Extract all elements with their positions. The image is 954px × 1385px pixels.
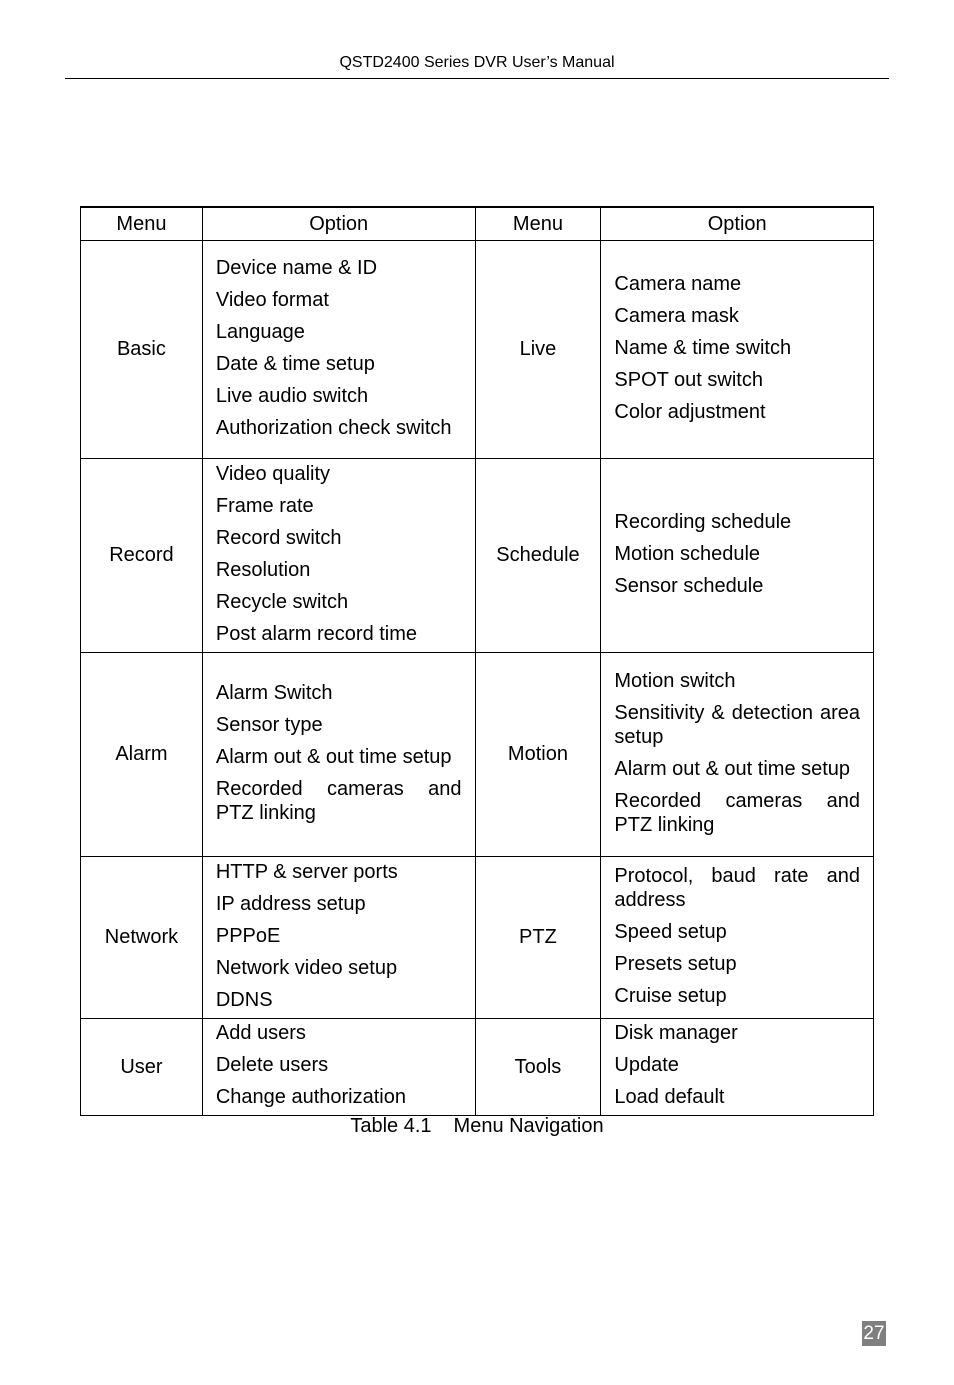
table-header-row (81, 207, 874, 241)
column-header: Menu (81, 207, 203, 241)
option-item: HTTP & server ports (215, 860, 398, 883)
option-item: Live audio switch (215, 384, 369, 407)
options-cell (601, 1019, 874, 1116)
option-item: SPOT out switch (614, 368, 763, 391)
option-item: Camera name (614, 272, 742, 295)
table-row (81, 1019, 874, 1116)
option-item: Camera mask (614, 304, 739, 327)
option-item: Presets setup (614, 952, 737, 975)
option-item: Record switch (215, 526, 342, 549)
menu-name-cell: Basic (81, 241, 203, 459)
table-row (81, 653, 874, 857)
option-item: Color adjustment (614, 400, 766, 423)
option-item: Load default (614, 1086, 725, 1108)
options-cell (202, 1019, 475, 1116)
options-cell (601, 241, 874, 459)
options-cell (601, 459, 874, 653)
table-caption (0, 1115, 954, 1138)
menu-name-cell: Schedule (475, 459, 601, 653)
table-caption-text: Menu Navigation (453, 1115, 604, 1137)
option-item: Update (614, 1054, 679, 1076)
option-item: Recycle switch (215, 590, 349, 613)
option-item: PPPoE (215, 924, 281, 947)
option-item: Network video setup (215, 956, 398, 979)
column-header: Option (202, 207, 475, 241)
option-item: Motion switch (614, 669, 736, 692)
options-cell (601, 653, 874, 857)
menu-name-cell: Network (81, 857, 203, 1019)
options-cell (601, 857, 874, 1019)
option-item: Device name & ID (215, 256, 378, 279)
option-item: Video format (215, 288, 329, 311)
column-header: Option (601, 207, 874, 241)
option-item: Recorded cameras and PTZ linking (614, 789, 860, 836)
table-row (81, 459, 874, 653)
menu-name-cell: Motion (475, 653, 601, 857)
option-item: Date & time setup (215, 352, 375, 375)
option-item: Post alarm record time (215, 622, 418, 645)
option-item: Resolution (215, 558, 311, 581)
table-row (81, 857, 874, 1019)
option-item: Video quality (215, 462, 331, 485)
option-item: DDNS (215, 988, 273, 1011)
menu-name-cell: Tools (475, 1019, 601, 1116)
option-item: Recording schedule (614, 510, 792, 533)
option-item: Cruise setup (614, 984, 727, 1007)
menu-name-cell: PTZ (475, 857, 601, 1019)
option-item: Frame rate (215, 494, 314, 517)
option-item: Sensor schedule (614, 574, 764, 597)
option-item: Authorization check switch (215, 416, 452, 439)
column-header: Menu (475, 207, 601, 241)
menu-name-cell: User (81, 1019, 203, 1116)
menu-name-cell: Record (81, 459, 203, 653)
option-item: Language (215, 320, 305, 343)
table-caption-number: Table 4.1 (350, 1115, 432, 1137)
options-cell (202, 241, 475, 459)
option-item: Add users (215, 1022, 306, 1044)
menu-name-cell: Live (475, 241, 601, 459)
option-item: Alarm out & out time setup (614, 757, 851, 780)
option-item: Sensor type (215, 713, 323, 736)
page-number: 27 (863, 1323, 885, 1344)
option-item: Protocol, baud rate and address (614, 864, 860, 911)
option-item: Delete users (215, 1054, 329, 1076)
header-rule (65, 78, 889, 79)
option-item: Alarm Switch (215, 681, 333, 704)
table-row (81, 241, 874, 459)
menu-name-cell: Alarm (81, 653, 203, 857)
options-cell (202, 857, 475, 1019)
option-item: Alarm out & out time setup (215, 745, 452, 768)
option-item: Change authorization (215, 1086, 406, 1108)
option-item: IP address setup (215, 892, 366, 915)
option-item: Recorded cameras and PTZ linking (215, 777, 462, 824)
options-cell (202, 653, 475, 857)
option-item: Sensitivity & detection area setup (614, 701, 860, 748)
page-header-title: QSTD2400 Series DVR User’s Manual (339, 54, 615, 71)
option-item: Name & time switch (614, 336, 792, 359)
options-cell (202, 459, 475, 653)
option-item: Speed setup (614, 920, 727, 943)
option-item: Motion schedule (614, 542, 761, 565)
menu-navigation-table (80, 206, 874, 1116)
option-item: Disk manager (614, 1022, 738, 1044)
